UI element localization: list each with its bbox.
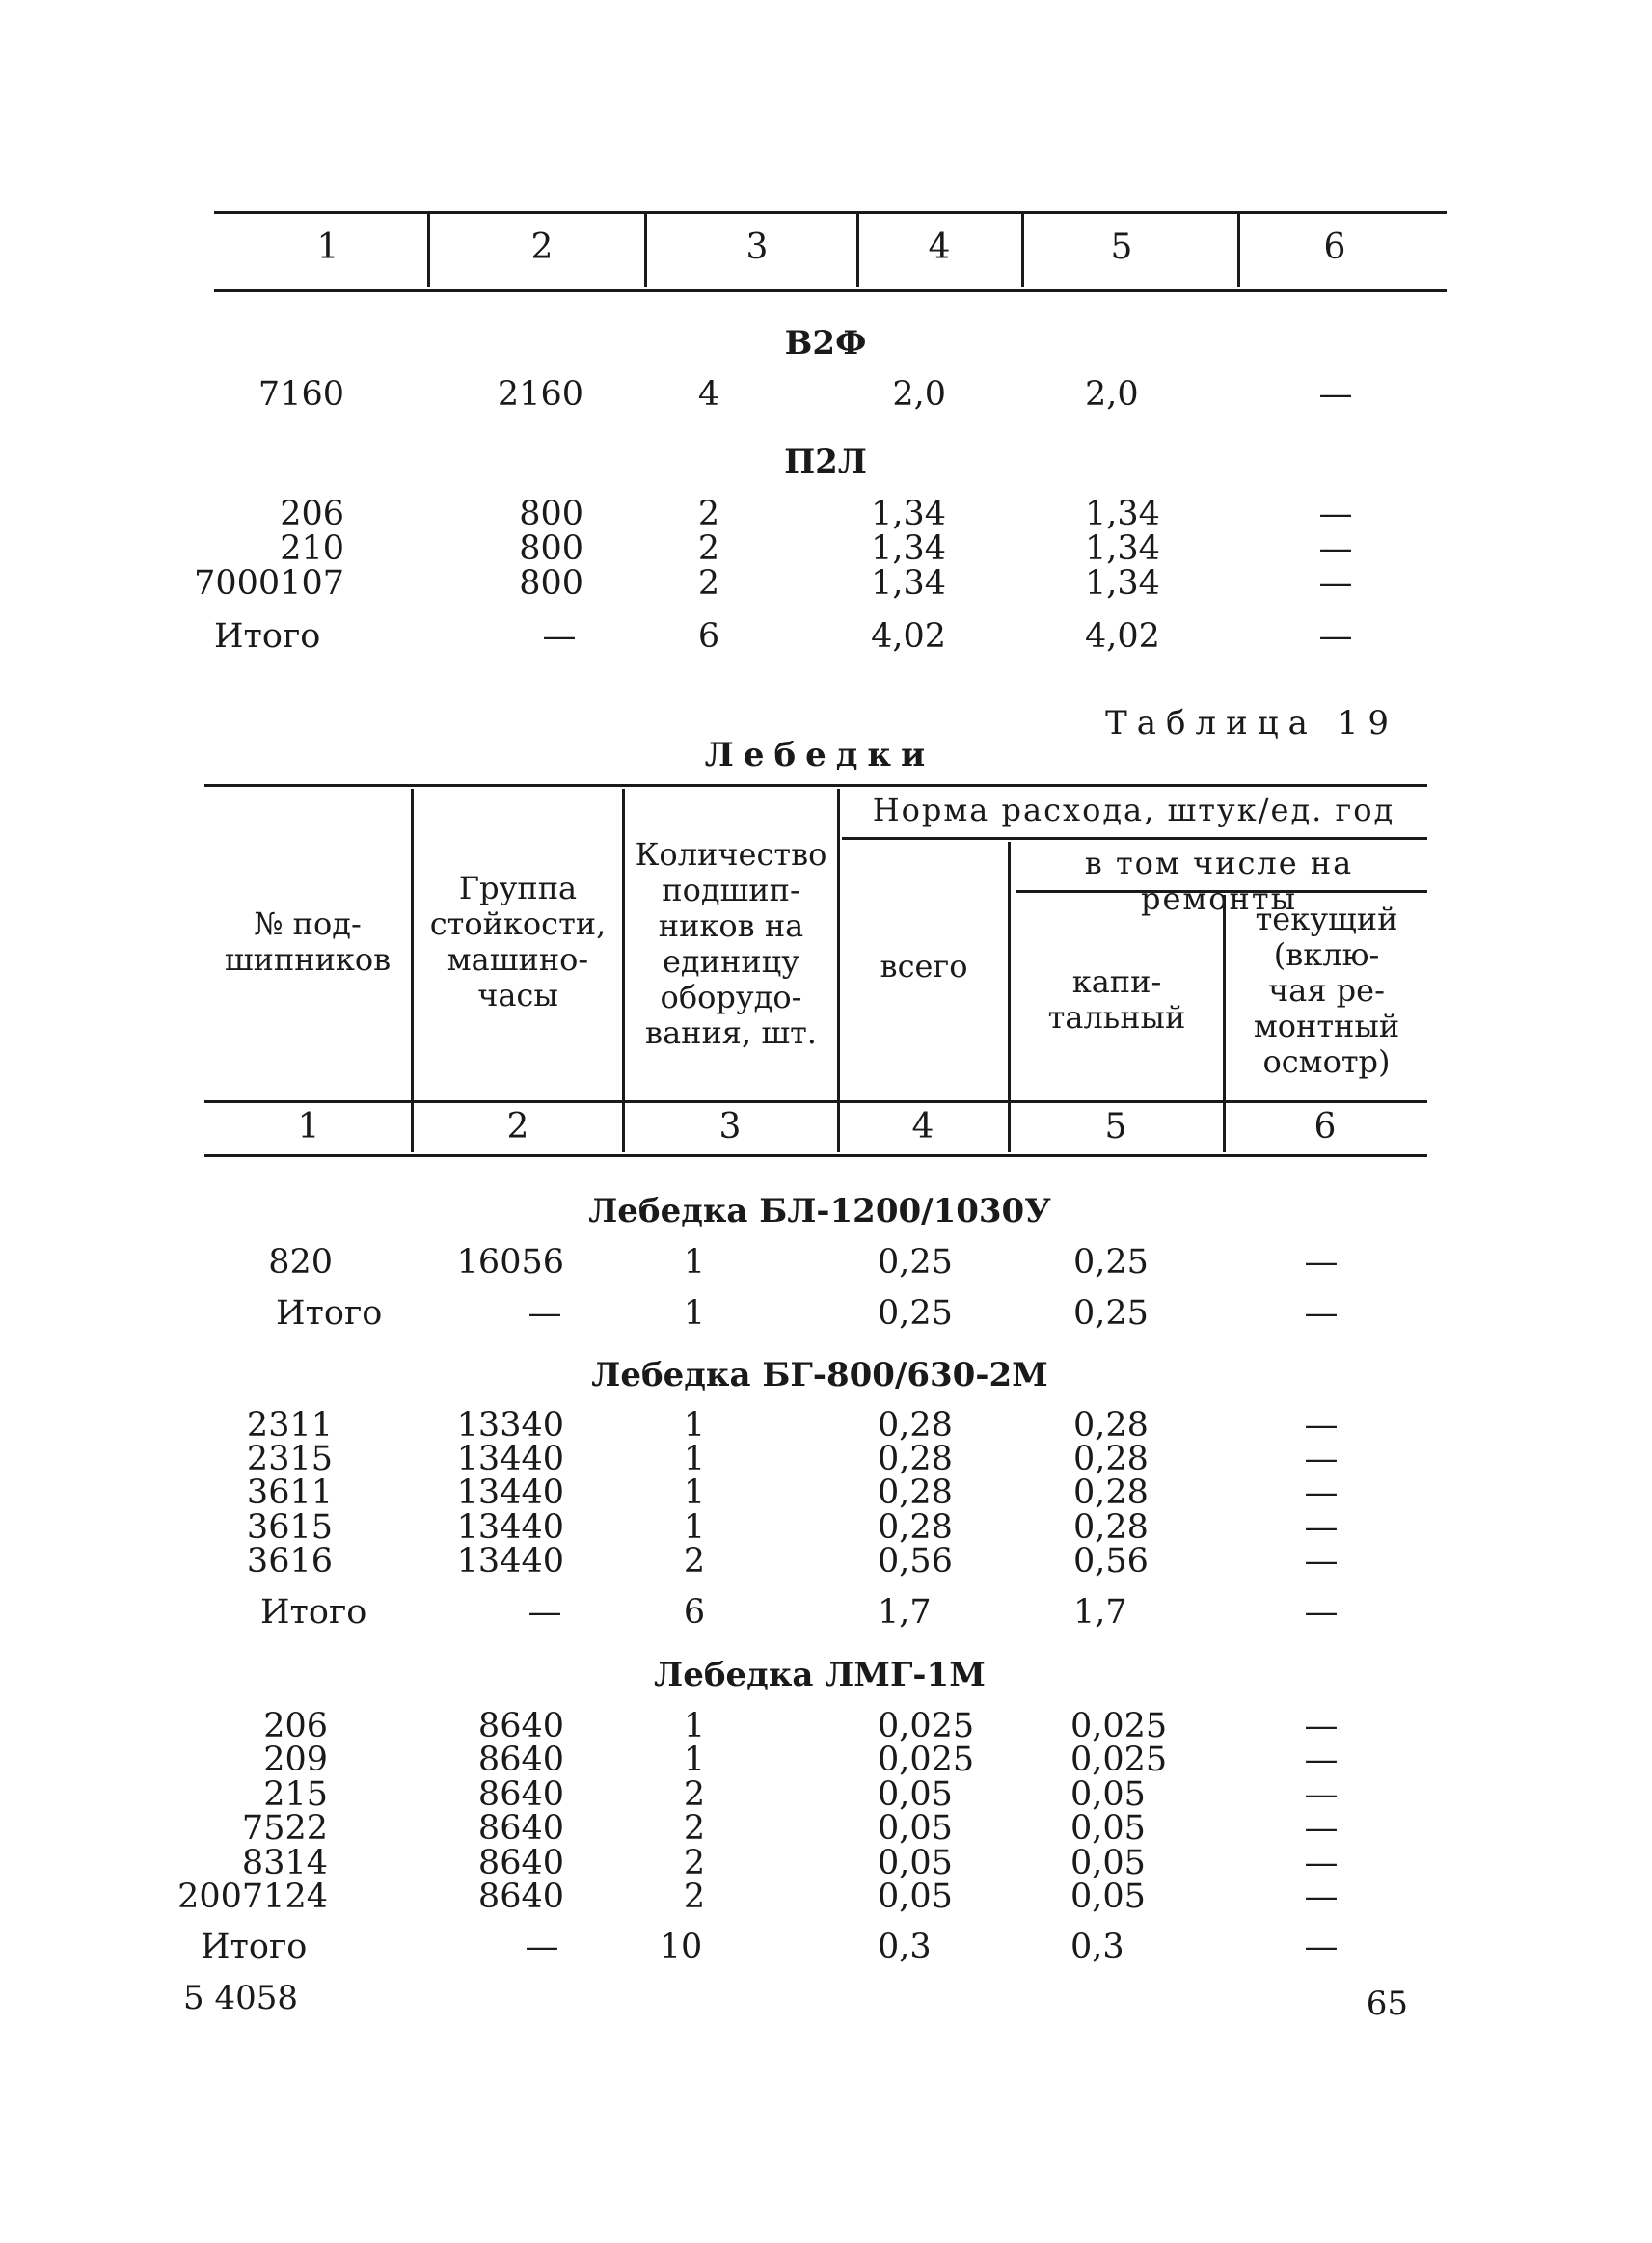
column-number: 1 bbox=[316, 228, 339, 267]
cell-capital: 0,025 bbox=[1070, 1707, 1168, 1745]
cell-current: — bbox=[1318, 529, 1353, 568]
header-rule bbox=[204, 1100, 1427, 1103]
cell-total: 1,34 bbox=[871, 495, 946, 533]
cell-bearing-number: 3616 bbox=[246, 1542, 333, 1581]
cell-capital: 0,28 bbox=[1073, 1440, 1149, 1478]
cell-total: 2,0 bbox=[892, 375, 946, 414]
cell-bearing-number: 2007124 bbox=[177, 1878, 328, 1916]
cell-capital: 0,05 bbox=[1070, 1844, 1146, 1882]
cell-quantity: 1 bbox=[683, 1473, 706, 1512]
cell-durability-group: 8640 bbox=[477, 1775, 564, 1814]
header-norm: Норма расхода, штук/ед. год bbox=[872, 792, 1395, 828]
cell-total: 0,28 bbox=[878, 1473, 953, 1512]
cell-current: — bbox=[1318, 375, 1353, 414]
cell-durability-group: 13440 bbox=[456, 1508, 564, 1547]
cell-quantity: 6 bbox=[683, 1593, 706, 1632]
column-divider bbox=[1237, 214, 1240, 287]
footer-signature: 5 4058 bbox=[183, 1979, 298, 2017]
cell-current: — bbox=[1304, 1294, 1339, 1333]
column-number: 2 bbox=[530, 228, 554, 267]
column-number: 1 bbox=[297, 1107, 320, 1147]
header-rule bbox=[204, 1154, 1427, 1157]
cell-bearing-number: 206 bbox=[280, 495, 344, 533]
cell-current: — bbox=[1318, 495, 1353, 533]
column-number: 2 bbox=[506, 1107, 529, 1147]
cell-current: — bbox=[1304, 1406, 1339, 1445]
cell-current: — bbox=[1304, 1243, 1339, 1282]
cell-total: 0,28 bbox=[878, 1440, 953, 1478]
cell-total-label: Итого bbox=[260, 1593, 367, 1632]
cell-current: — bbox=[1304, 1473, 1339, 1512]
cell-total: 4,02 bbox=[871, 617, 946, 656]
header-capital: капи- тальный bbox=[1047, 963, 1186, 1036]
table-title: Лебедки bbox=[704, 736, 935, 774]
cell-total: 0,28 bbox=[878, 1406, 953, 1445]
header-durability-group: Группа стойкости, машино- часы bbox=[429, 870, 607, 1013]
cell-capital: 0,025 bbox=[1070, 1741, 1168, 1779]
cell-total: 0,05 bbox=[878, 1878, 953, 1916]
cell-current: — bbox=[1304, 1542, 1339, 1581]
cell-capital: 0,25 bbox=[1073, 1294, 1149, 1333]
cell-total: 0,05 bbox=[878, 1809, 953, 1848]
cell-current: — bbox=[1304, 1508, 1339, 1547]
cell-bearing-number: 209 bbox=[263, 1741, 328, 1779]
cell-total-label: Итого bbox=[201, 1928, 308, 1966]
cell-capital: 1,34 bbox=[1085, 529, 1160, 568]
table-label: Таблица 19 bbox=[1105, 704, 1398, 743]
cell-current: — bbox=[1304, 1593, 1339, 1632]
header-rule bbox=[842, 837, 1427, 840]
column-divider bbox=[856, 214, 859, 287]
cell-bearing-number: 215 bbox=[263, 1775, 328, 1814]
cell-durability-group: 8640 bbox=[477, 1878, 564, 1916]
section-title: П2Л bbox=[784, 443, 867, 481]
cell-durability-group: 2160 bbox=[497, 375, 583, 414]
cell-quantity: 1 bbox=[683, 1707, 706, 1745]
cell-quantity: 4 bbox=[697, 375, 720, 414]
cell-quantity: 2 bbox=[697, 495, 720, 533]
cell-bearing-number: 210 bbox=[280, 529, 344, 568]
cell-bearing-number: 7522 bbox=[241, 1809, 328, 1848]
cell-bearing-number: 3615 bbox=[246, 1508, 333, 1547]
cell-durability-group: — bbox=[525, 1928, 559, 1966]
header-including-repairs: в том числе на ремонты bbox=[1084, 845, 1354, 917]
section-title: Лебедка ЛМГ-1М bbox=[654, 1656, 986, 1694]
cell-total: 0,25 bbox=[878, 1294, 953, 1333]
cell-durability-group: 13440 bbox=[456, 1473, 564, 1512]
cell-quantity: 1 bbox=[683, 1243, 706, 1282]
cell-total: 0,28 bbox=[878, 1508, 953, 1547]
section-title: Лебедка БЛ-1200/1030У bbox=[588, 1192, 1051, 1230]
column-number: 5 bbox=[1104, 1107, 1127, 1147]
cell-quantity: 10 bbox=[659, 1928, 703, 1966]
column-number: 3 bbox=[745, 228, 769, 267]
page-number: 65 bbox=[1366, 1985, 1408, 2023]
column-number: 4 bbox=[928, 228, 951, 267]
cell-quantity: 6 bbox=[697, 617, 720, 656]
cell-capital: 0,3 bbox=[1070, 1928, 1124, 1966]
cell-durability-group: 8640 bbox=[477, 1707, 564, 1745]
cell-durability-group: 8640 bbox=[477, 1741, 564, 1779]
cell-quantity: 1 bbox=[683, 1508, 706, 1547]
cell-quantity: 1 bbox=[683, 1294, 706, 1333]
cell-current: — bbox=[1304, 1440, 1339, 1478]
column-number: 4 bbox=[911, 1107, 934, 1147]
cell-bearing-number: 3611 bbox=[246, 1473, 333, 1512]
header-quantity: Количество подшип- ников на единицу оборудо- вания, шт. bbox=[635, 836, 827, 1051]
cell-capital: 0,05 bbox=[1070, 1775, 1146, 1814]
cell-quantity: 2 bbox=[697, 529, 720, 568]
cell-bearing-number: 7000107 bbox=[194, 564, 344, 603]
cell-current: — bbox=[1304, 1741, 1339, 1779]
cell-quantity: 2 bbox=[683, 1844, 706, 1882]
cell-total: 0,05 bbox=[878, 1844, 953, 1882]
cell-capital: 1,34 bbox=[1085, 564, 1160, 603]
header-total: всего bbox=[880, 948, 968, 985]
cell-total: 1,34 bbox=[871, 529, 946, 568]
cell-total: 0,3 bbox=[878, 1928, 932, 1966]
cell-total: 0,25 bbox=[878, 1243, 953, 1282]
column-number: 3 bbox=[718, 1107, 742, 1147]
cell-capital: 0,28 bbox=[1073, 1508, 1149, 1547]
cell-quantity: 2 bbox=[683, 1542, 706, 1581]
cell-quantity: 2 bbox=[683, 1775, 706, 1814]
cell-capital: 0,25 bbox=[1073, 1243, 1149, 1282]
cell-durability-group: 8640 bbox=[477, 1809, 564, 1848]
cell-durability-group: 800 bbox=[519, 529, 583, 568]
cell-quantity: 1 bbox=[683, 1406, 706, 1445]
cell-capital: 1,34 bbox=[1085, 495, 1160, 533]
cell-durability-group: 13440 bbox=[456, 1542, 564, 1581]
cell-total: 1,34 bbox=[871, 564, 946, 603]
cell-durability-group: 8640 bbox=[477, 1844, 564, 1882]
cell-capital: 1,7 bbox=[1073, 1593, 1127, 1632]
cell-quantity: 2 bbox=[683, 1878, 706, 1916]
cell-capital: 2,0 bbox=[1085, 375, 1139, 414]
cell-durability-group: — bbox=[542, 617, 577, 656]
cell-quantity: 2 bbox=[697, 564, 720, 603]
cell-quantity: 2 bbox=[683, 1809, 706, 1848]
cell-total: 0,025 bbox=[878, 1741, 975, 1779]
header-rule bbox=[204, 784, 1427, 787]
cell-total: 0,025 bbox=[878, 1707, 975, 1745]
cell-durability-group: 13440 bbox=[456, 1440, 564, 1478]
cell-current: — bbox=[1304, 1878, 1339, 1916]
header-bearing-number: № под- шипников bbox=[224, 905, 392, 978]
cell-current: — bbox=[1304, 1928, 1339, 1966]
column-number: 6 bbox=[1323, 228, 1346, 267]
top-table-rule bbox=[214, 289, 1447, 292]
cell-current: — bbox=[1304, 1809, 1339, 1848]
cell-total-label: Итого bbox=[214, 617, 321, 656]
cell-capital: 4,02 bbox=[1085, 617, 1160, 656]
cell-durability-group: — bbox=[528, 1294, 562, 1333]
cell-bearing-number: 8314 bbox=[241, 1844, 328, 1882]
cell-quantity: 1 bbox=[683, 1741, 706, 1779]
top-table-rule bbox=[214, 211, 1447, 214]
cell-capital: 0,56 bbox=[1073, 1542, 1149, 1581]
section-title: Лебедка БГ-800/630-2М bbox=[591, 1356, 1048, 1394]
cell-durability-group: — bbox=[528, 1593, 562, 1632]
cell-current: — bbox=[1304, 1707, 1339, 1745]
cell-durability-group: 16056 bbox=[456, 1243, 564, 1282]
cell-current: — bbox=[1304, 1775, 1339, 1814]
cell-capital: 0,28 bbox=[1073, 1406, 1149, 1445]
column-divider bbox=[427, 214, 430, 287]
cell-durability-group: 800 bbox=[519, 564, 583, 603]
column-divider bbox=[411, 1105, 414, 1152]
section-title: В2Ф bbox=[784, 324, 867, 363]
cell-total: 1,7 bbox=[878, 1593, 932, 1632]
cell-capital: 0,05 bbox=[1070, 1809, 1146, 1848]
cell-current: — bbox=[1304, 1844, 1339, 1882]
cell-bearing-number: 820 bbox=[268, 1243, 333, 1282]
column-divider bbox=[1021, 214, 1024, 287]
cell-bearing-number: 206 bbox=[263, 1707, 328, 1745]
cell-current: — bbox=[1318, 617, 1353, 656]
cell-capital: 0,28 bbox=[1073, 1473, 1149, 1512]
cell-current: — bbox=[1318, 564, 1353, 603]
cell-bearing-number: 7160 bbox=[257, 375, 344, 414]
cell-quantity: 1 bbox=[683, 1440, 706, 1478]
cell-capital: 0,05 bbox=[1070, 1878, 1146, 1916]
column-number: 5 bbox=[1110, 228, 1133, 267]
cell-total-label: Итого bbox=[276, 1294, 383, 1333]
cell-total: 0,56 bbox=[878, 1542, 953, 1581]
cell-total: 0,05 bbox=[878, 1775, 953, 1814]
cell-durability-group: 13340 bbox=[456, 1406, 564, 1445]
cell-bearing-number: 2315 bbox=[246, 1440, 333, 1478]
cell-durability-group: 800 bbox=[519, 495, 583, 533]
cell-bearing-number: 2311 bbox=[246, 1406, 333, 1445]
column-number: 6 bbox=[1313, 1107, 1337, 1147]
header-current: текущий (вклю- чая ре- монтный осмотр) bbox=[1253, 901, 1400, 1080]
column-divider bbox=[644, 214, 647, 287]
